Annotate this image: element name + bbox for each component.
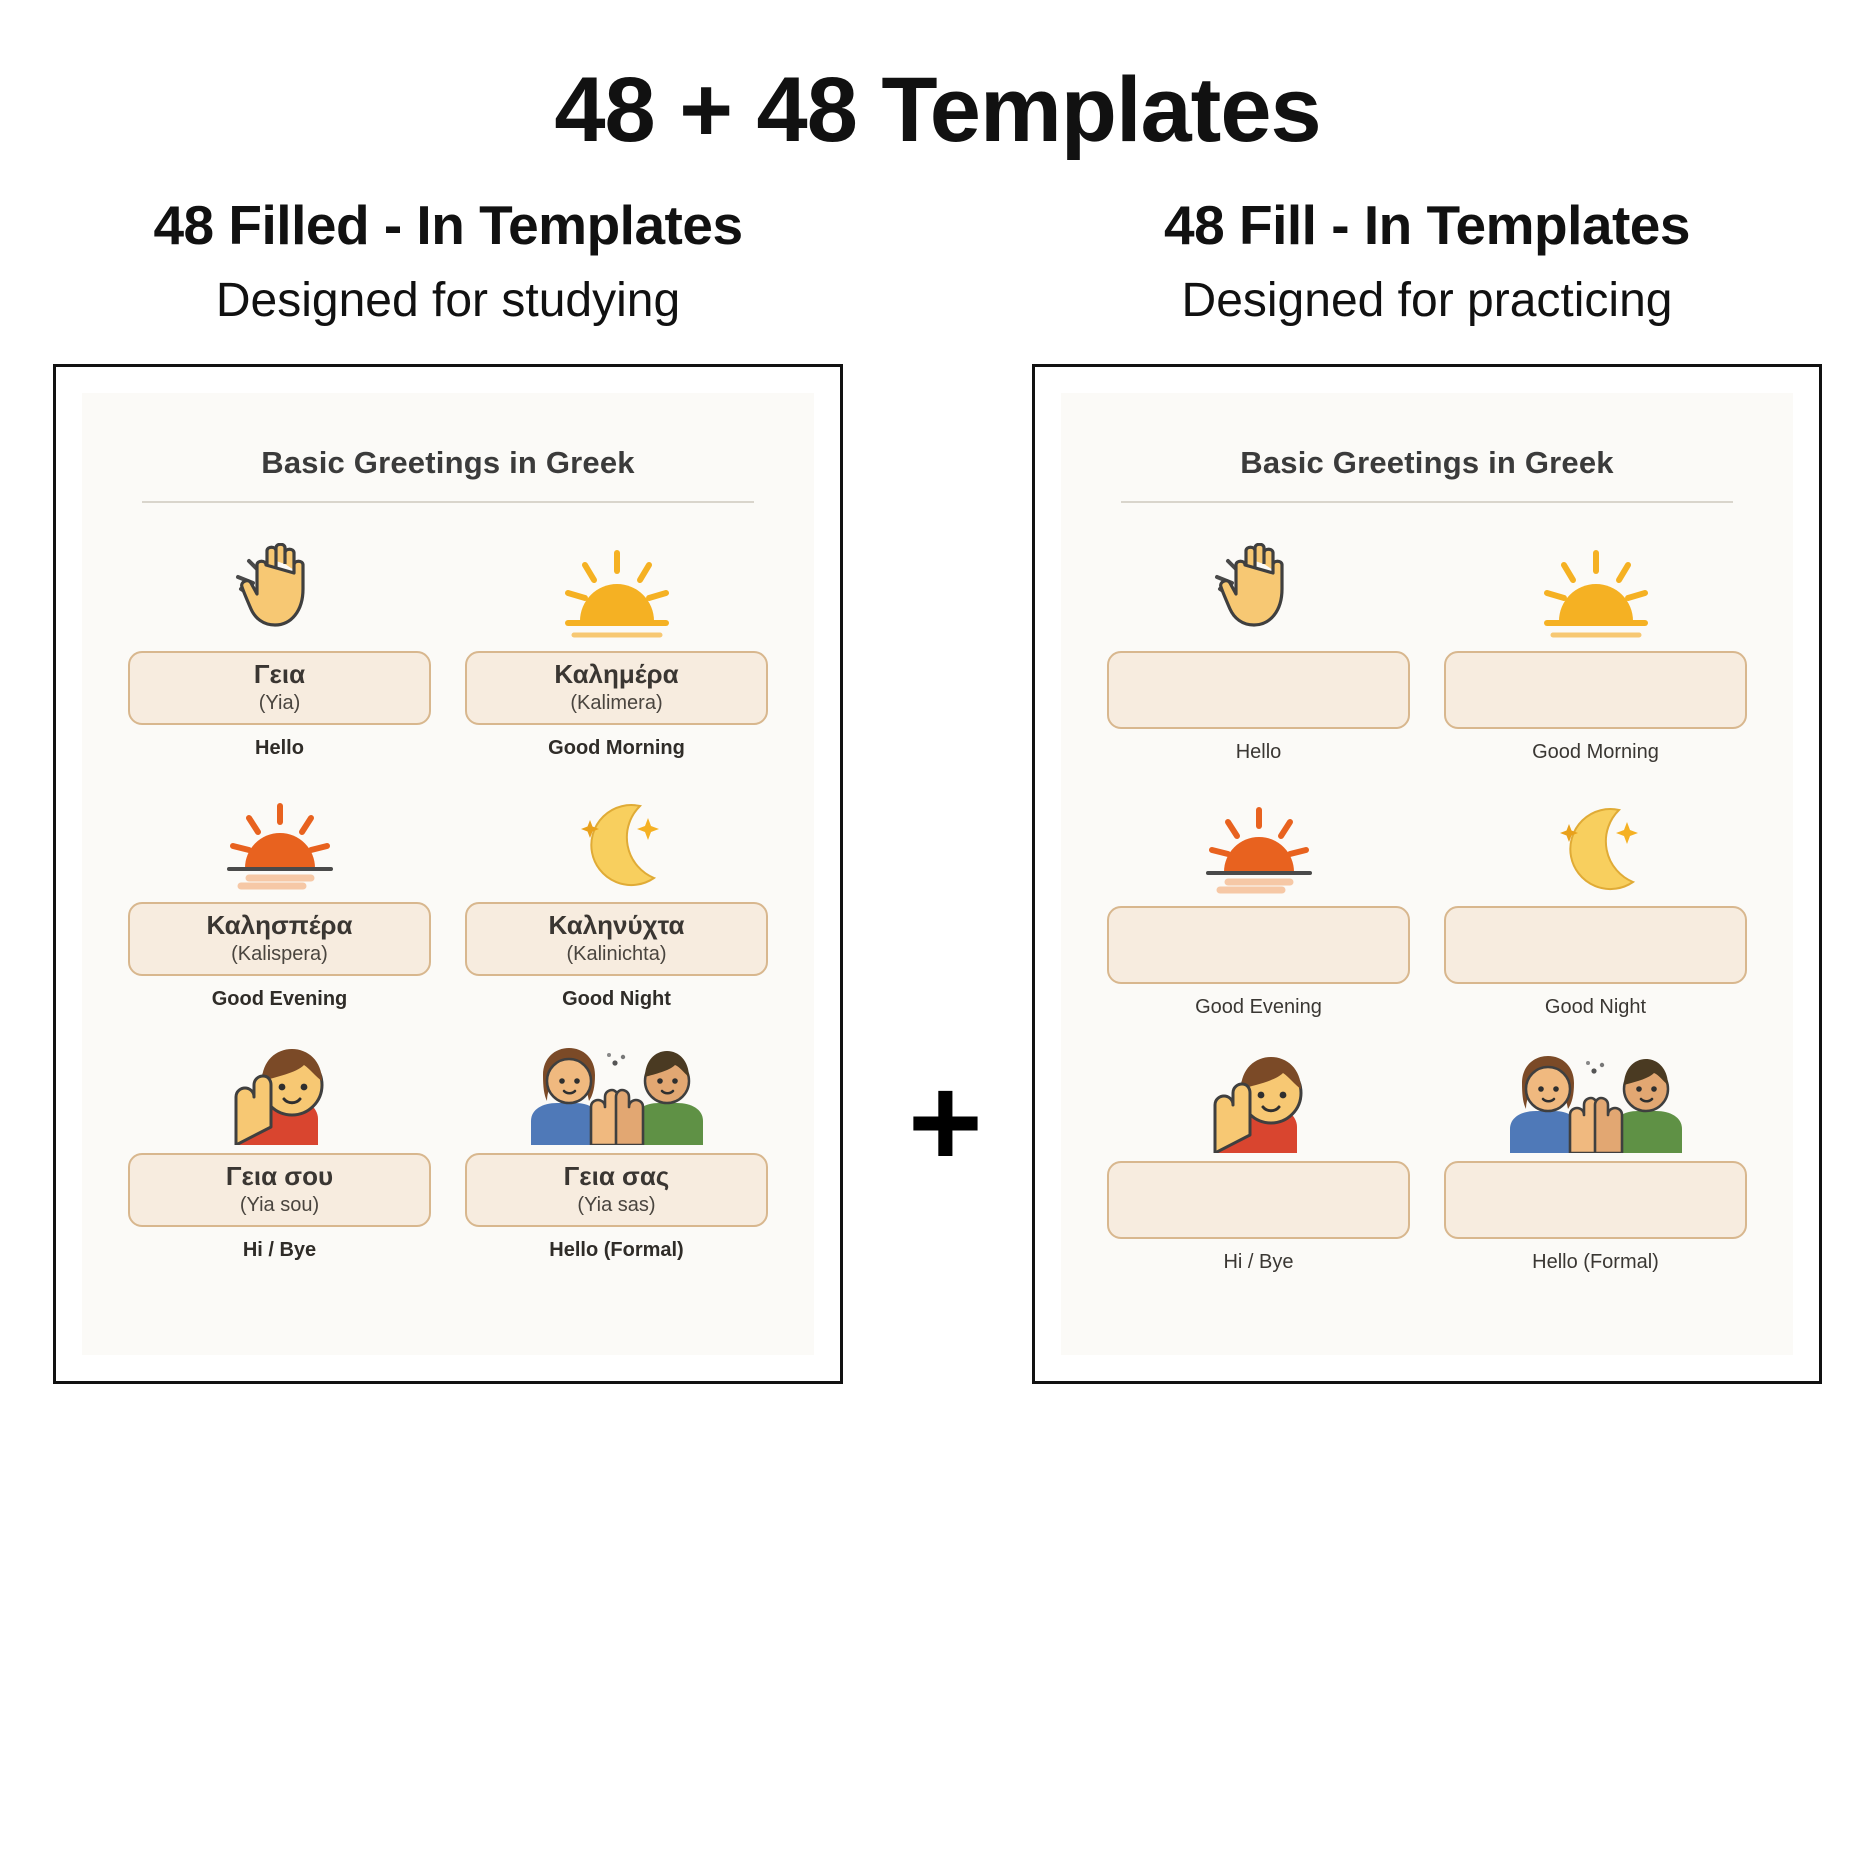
greeting-caption: Good Morning xyxy=(548,736,685,759)
two-people-greeting-icon xyxy=(1496,1049,1696,1153)
greeting-caption: Good Evening xyxy=(211,987,348,1010)
columns-container xyxy=(0,159,1875,1384)
boy-waving-icon xyxy=(1179,1049,1339,1153)
crescent-moon-star-icon xyxy=(1531,794,1661,898)
greeting-caption: Hi / Bye xyxy=(242,1238,317,1261)
greeting-word: Γεια σας xyxy=(563,1161,670,1192)
answer-box-blank[interactable] xyxy=(1444,906,1747,984)
column-subtitle-fillin: Designed for practicing xyxy=(1181,273,1673,327)
sunset-icon xyxy=(1194,794,1324,898)
greeting-translit: (Kalinichta) xyxy=(566,943,667,966)
greeting-item xyxy=(1107,1049,1410,1274)
column-filled xyxy=(48,193,848,1384)
greeting-caption: Hello xyxy=(1235,740,1282,763)
page-title: 48 + 48 Templates xyxy=(554,59,1321,161)
answer-box[interactable] xyxy=(465,1153,768,1227)
greetings-grid xyxy=(1107,539,1747,1274)
column-subtitle-filled: Designed for studying xyxy=(215,273,681,327)
sunrise-sun-icon xyxy=(1531,539,1661,643)
greeting-item xyxy=(465,539,768,760)
answer-box[interactable] xyxy=(128,651,431,725)
greeting-item xyxy=(1444,1049,1747,1274)
greeting-item xyxy=(1107,794,1410,1019)
answer-box[interactable] xyxy=(128,902,431,976)
crescent-moon-star-icon xyxy=(552,790,682,894)
greeting-word: Γεια xyxy=(253,659,306,690)
greetings-grid xyxy=(128,539,768,1262)
greeting-caption: Good Night xyxy=(1544,995,1647,1018)
greeting-word: Γεια σου xyxy=(225,1161,334,1192)
answer-box[interactable] xyxy=(465,902,768,976)
answer-box-blank[interactable] xyxy=(1107,651,1410,729)
answer-box[interactable] xyxy=(128,1153,431,1227)
greeting-item xyxy=(1444,794,1747,1019)
waving-hand-icon xyxy=(1204,539,1314,643)
column-title-filled: 48 Filled - In Templates xyxy=(153,193,743,256)
two-people-greeting-icon xyxy=(517,1041,717,1145)
greeting-item xyxy=(465,1041,768,1262)
greeting-word: Καληνύχτα xyxy=(548,910,685,941)
greeting-translit: (Yia sas) xyxy=(577,1194,656,1217)
greeting-word: Καλημέρα xyxy=(554,659,679,690)
waving-hand-icon xyxy=(225,539,335,643)
greeting-caption: Good Evening xyxy=(1195,995,1322,1018)
column-title-fillin: 48 Fill - In Templates xyxy=(1164,193,1690,256)
worksheet-filled[interactable] xyxy=(53,364,843,1384)
answer-box[interactable] xyxy=(465,651,768,725)
column-fillin xyxy=(1027,193,1827,1384)
title-divider xyxy=(142,501,754,503)
answer-box-blank[interactable] xyxy=(1444,651,1747,729)
greeting-item xyxy=(1107,539,1410,764)
greeting-translit: (Kalispera) xyxy=(231,943,328,966)
worksheet-inner xyxy=(1061,393,1793,1355)
greeting-caption: Good Night xyxy=(562,987,671,1010)
greeting-item xyxy=(465,790,768,1011)
greeting-translit: (Kalimera) xyxy=(570,692,663,715)
answer-box-blank[interactable] xyxy=(1107,906,1410,984)
boy-waving-icon xyxy=(200,1041,360,1145)
greeting-translit: (Yia sou) xyxy=(239,1194,320,1217)
greeting-item xyxy=(128,1041,431,1262)
answer-box-blank[interactable] xyxy=(1444,1161,1747,1239)
worksheet-fillin[interactable] xyxy=(1032,364,1822,1384)
sunrise-sun-icon xyxy=(552,539,682,643)
greeting-caption: Hi / Bye xyxy=(1223,1250,1294,1273)
worksheet-title: Basic Greetings in Greek xyxy=(1240,444,1614,480)
answer-box-blank[interactable] xyxy=(1107,1161,1410,1239)
greeting-item xyxy=(128,539,431,760)
worksheet-inner xyxy=(82,393,814,1355)
worksheet-title: Basic Greetings in Greek xyxy=(261,444,635,480)
title-divider xyxy=(1121,501,1733,503)
greeting-item xyxy=(128,790,431,1011)
sunset-icon xyxy=(215,790,345,894)
greeting-item xyxy=(1444,539,1747,764)
greeting-caption: Good Morning xyxy=(1532,740,1659,763)
greeting-caption: Hello (Formal) xyxy=(1532,1250,1659,1273)
greeting-caption: Hello xyxy=(255,736,304,759)
greeting-word: Καλησπέρα xyxy=(206,910,353,941)
greeting-translit: (Yia) xyxy=(258,692,301,715)
greeting-caption: Hello (Formal) xyxy=(549,1238,684,1261)
plus-icon: + xyxy=(908,1050,983,1194)
